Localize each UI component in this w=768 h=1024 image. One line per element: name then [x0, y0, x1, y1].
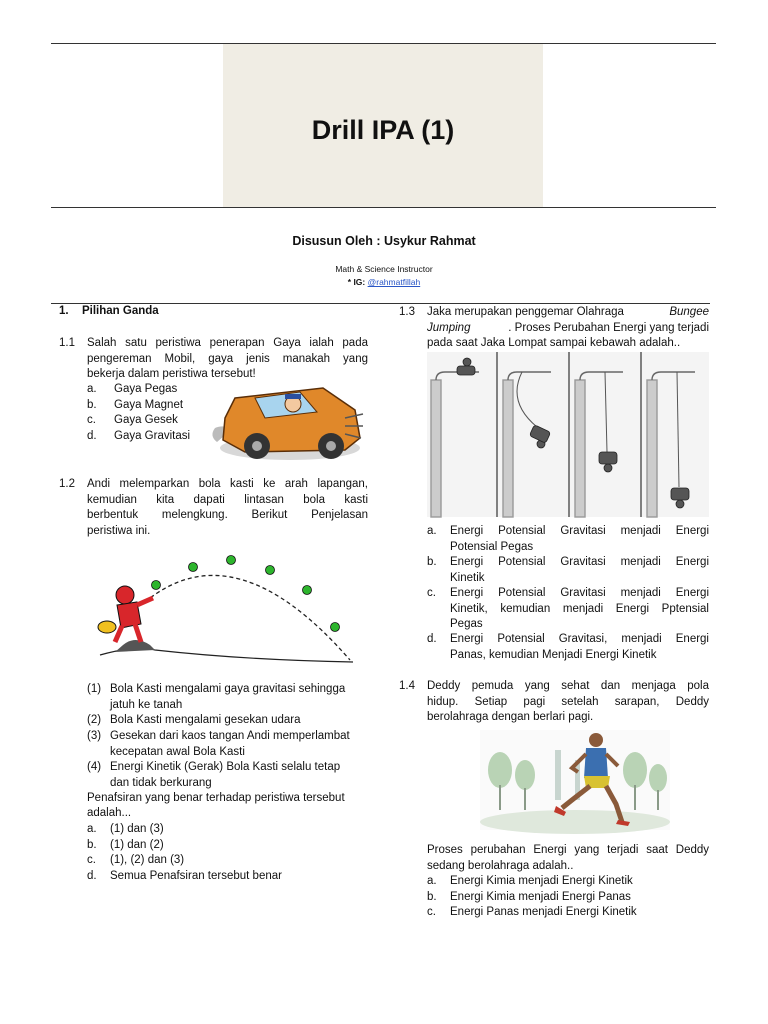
option-label: d.: [87, 430, 97, 442]
q11-number: 1.1: [59, 337, 75, 349]
q14-text: [427, 679, 709, 726]
option-label: a.: [87, 823, 97, 835]
page-title: Drill IPA (1): [311, 115, 455, 145]
statement-label: (2): [87, 714, 102, 726]
option-text: Gaya Gravitasi: [114, 430, 191, 442]
option-text: Gaya Pegas: [114, 383, 178, 395]
option-label: b.: [427, 556, 437, 568]
option-text: Energi Kimia menjadi Energi Panas: [450, 891, 631, 903]
q12-line-4: peristiwa ini.: [87, 524, 151, 537]
q13-line-2-a: Jumping: [427, 321, 471, 334]
q13-line-1-b: Bungee: [669, 306, 709, 318]
q12-line-1: Andi melemparkan bola kasti ke arah lapangan,: [87, 478, 368, 490]
car-braking-illustration: [205, 380, 363, 465]
statement-line-2: dan tidak berkurang: [110, 776, 212, 789]
option-line-1: Energi Potensial Gravitasi, menjadi Energi: [450, 633, 709, 645]
option-label: b.: [87, 399, 97, 411]
option-label: a.: [87, 383, 97, 395]
statement-label: (3): [87, 730, 102, 742]
title-box: [223, 44, 543, 207]
section-number: 1.: [59, 305, 69, 317]
option-label: c.: [427, 906, 436, 918]
option-text: (1), (2) dan (3): [110, 854, 185, 866]
option-text: Energi Kimia menjadi Energi Kinetik: [450, 875, 633, 887]
q13-line-3: pada saat Jaka Lompat sampai kebawah adalah..: [427, 337, 681, 349]
option-label: d.: [87, 870, 97, 882]
statement-line-1: Bola Kasti mengalami gaya gravitasi sehingga: [110, 683, 346, 695]
option-line-1: Energi Potensial Gravitasi menjadi Energi: [450, 525, 709, 537]
q14-line-3: berolahraga dengan berlari pagi.: [427, 711, 594, 723]
q13-line-2-b: . Proses Perubahan Energi yang terjadi: [508, 321, 709, 334]
ig-handle-link[interactable]: @rahmatfillah: [367, 277, 421, 287]
option-label: b.: [87, 839, 97, 851]
ball-trajectory-illustration: [95, 550, 360, 665]
option-line-3: Pegas: [450, 618, 483, 630]
option-text: Gaya Magnet: [114, 399, 184, 411]
q14-line-2: hidup. Setiap pagi setelah sarapan, Deddy: [427, 695, 709, 708]
option-label: d.: [427, 633, 437, 645]
option-label: c.: [87, 854, 96, 866]
option-label: c.: [87, 414, 96, 426]
option-label: a.: [427, 875, 437, 887]
q14-prompt: [427, 843, 709, 874]
option-text: [450, 586, 709, 633]
option-text: [450, 555, 709, 586]
statement-line-1: Gesekan dari kaos tangan Andi memperlambat: [110, 730, 350, 742]
runner-illustration: [480, 730, 670, 830]
q12-prompt-line-1: Penafsiran yang benar terhadap peristiwa tersebut: [87, 792, 345, 804]
statement-line-2: jatuh ke tanah: [110, 698, 183, 711]
option-text: Semua Penafsiran tersebut benar: [110, 870, 282, 882]
statement-line-1: Bola Kasti mengalami gesekan udara: [110, 714, 301, 726]
q11-line-1: Salah satu peristiwa penerapan Gaya ialah pada: [87, 337, 368, 349]
author-role: Math & Science Instructor: [335, 264, 433, 274]
ig-label: * IG:: [347, 277, 368, 287]
option-label: b.: [427, 891, 437, 903]
q14-number: 1.4: [399, 680, 415, 692]
option-text: (1) dan (3): [110, 823, 164, 835]
q12-text: [87, 477, 368, 539]
option-label: a.: [427, 525, 437, 537]
option-line-1: Energi Potensial Gravitasi menjadi Energi: [450, 587, 709, 599]
right-column-rule: [398, 303, 710, 304]
q13-line-1-a: Jaka merupakan penggemar Olahraga: [427, 306, 624, 318]
option-line-2: Kinetik, kemudian menjadi Energi Pptensial: [450, 602, 709, 615]
option-text: Energi Panas menjadi Energi Kinetik: [450, 906, 637, 918]
q13-line-1: [427, 305, 709, 321]
q12-line-3: berbentuk melengkung. Berikut Penjelasan: [87, 509, 368, 521]
q12-prompt-line-2: adalah...: [87, 807, 132, 819]
q13-number: 1.3: [399, 306, 415, 318]
statement-label: (4): [87, 761, 102, 773]
bungee-jump-illustration: [427, 352, 709, 517]
option-text: Gaya Gesek: [114, 414, 178, 426]
option-line-1: Energi Potensial Gravitasi menjadi Energi: [450, 556, 709, 568]
option-line-2: Potensial Pegas: [450, 540, 534, 553]
q11-text: [87, 336, 368, 383]
q14-line-1: Deddy pemuda yang sehat dan menjaga pola: [427, 680, 709, 692]
q14-prompt-line-2: sedang berolahraga adalah..: [427, 859, 574, 872]
option-line-2: Panas, kemudian Menjadi Energi Kinetik: [450, 648, 657, 661]
q14-prompt-line-1: Proses perubahan Energi yang terjadi saat Deddy: [427, 844, 709, 856]
q12-number: 1.2: [59, 478, 75, 490]
option-text: [450, 524, 709, 555]
option-text: [450, 632, 709, 663]
instagram-line: [0, 277, 768, 288]
q12-line-2: kemudian kita dapati lintasan bola kasti: [87, 493, 368, 506]
author: Disusun Oleh : Usykur Rahmat: [292, 234, 476, 248]
title-bottom-rule: [51, 207, 716, 208]
option-text: (1) dan (2): [110, 839, 164, 851]
q13-line-2: [427, 321, 709, 337]
statement-line-1: Energi Kinetik (Gerak) Bola Kasti selalu tetap: [110, 761, 341, 773]
q11-line-2: pengereman Mobil, gaya jenis manakah yang: [87, 352, 368, 365]
q11-line-3: bekerja dalam peristiwa tersebut!: [87, 368, 256, 380]
option-label: c.: [427, 587, 436, 599]
section-title: Pilihan Ganda: [82, 305, 159, 317]
statement-label: (1): [87, 683, 102, 695]
q13-text: [427, 305, 709, 352]
option-line-2: Kinetik: [450, 571, 485, 584]
statement-line-2: kecepatan awal Bola Kasti: [110, 745, 245, 758]
